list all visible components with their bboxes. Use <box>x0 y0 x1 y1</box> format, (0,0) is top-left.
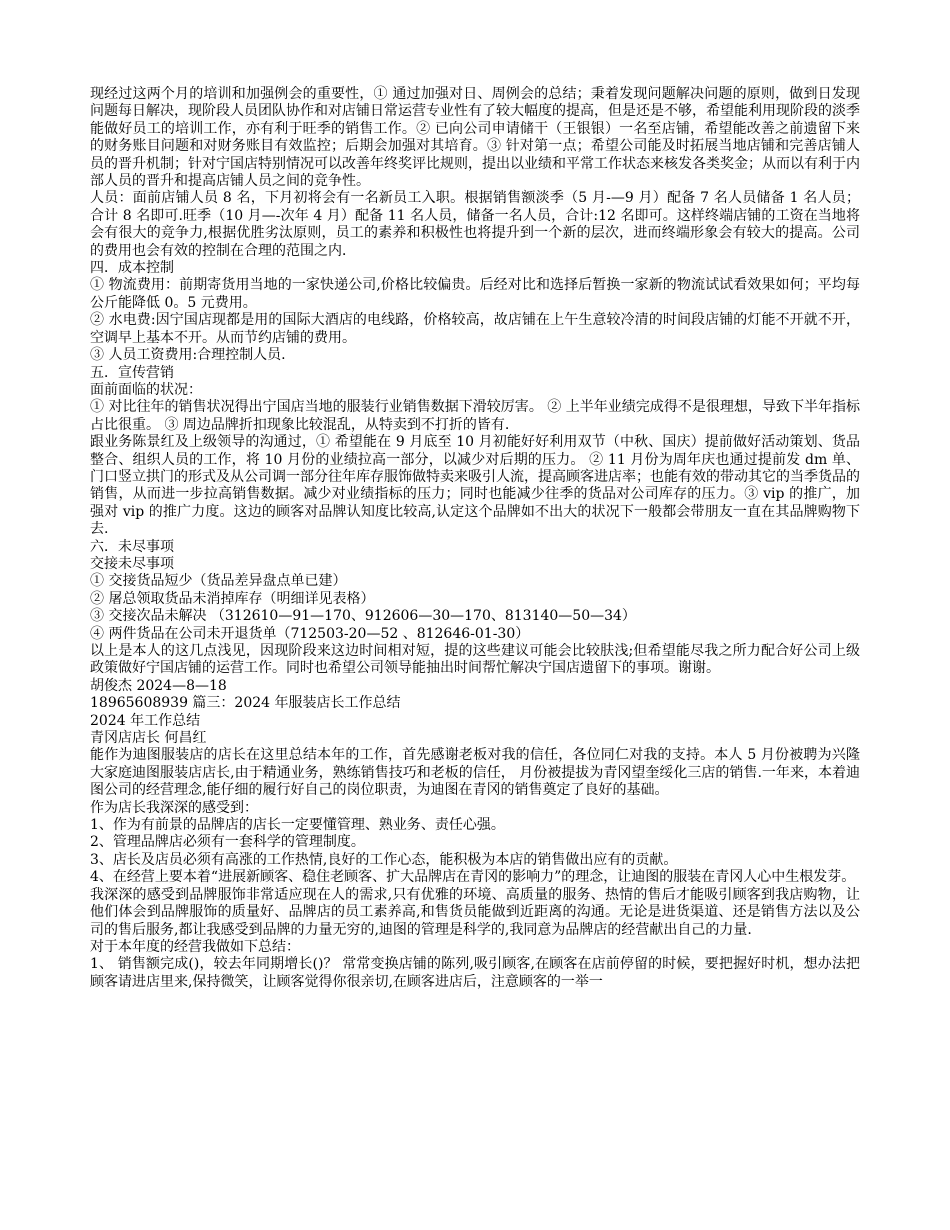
pending-item: ① 交接货品短少（货品差异盘点单已建） <box>90 573 347 590</box>
annual-summary-heading: 对于本年度的经营我做如下总结： <box>90 938 300 955</box>
pending-item: ③ 交接次品未解决 （312610—91—170、912606—30—170、813140—50—34） <box>90 608 636 625</box>
feelings-item: 1、作为有前景的品牌店的店长一定要懂管理、熟业务、责任心强。 <box>90 817 505 834</box>
cost-item-logistics: ① 物流费用：前期寄货用当地的一家快递公司,价格比较偏贵。后经对比和选择后暂换一家新的物流试试看效果如何；平均每公斤能降低 0。5 元费用。 <box>90 277 860 311</box>
feelings-item: 3、店长及店员必须有高涨的工作热情,良好的工作心态，能积极为本店的销售做出应有的贡献。 <box>90 851 678 868</box>
marketing-situation-paragraph: ① 对比往年的销售状况得出宁国店当地的服装行业销售数据下滑较厉害。 ② 上半年业绩完成得不是很理想，导致下半年指标占比很重。 ③ 周边品牌折扣现象比较混乱，从特卖到不打折的皆有. <box>90 399 860 433</box>
staffing-paragraph: 人员：面前店铺人员 8 名，下月初将会有一名新员工入职。根据销售额淡季（5 月-—9 月）配备 7 名人员储备 1 名人员；合计 8 名即可.旺季（10 月—-次年 4 月）配备 11 名人员，储备一名人员，合计:12 名即可。这样终端店铺的工资在当地将会有很大的竞争力,根据优胜劣汰原则，员工的素养和积极性也将提升到一个新的层次，进而终端形象会有较大的提高。公司的费用也会有效的控制在合理的范围之内． <box>90 190 860 259</box>
pending-item: ④ 两件货品在公司未开退货单（712503-20—52 、812646-01-30） <box>90 625 530 642</box>
feelings-item: 4、在经营上要本着“进展新顾客、稳住老顾客、扩大品牌店在青冈的影响力”的理念，让迪图的服装在青冈人心中生根发芽。 <box>90 869 856 886</box>
signature-line: 胡俊杰 2024—8—18 <box>90 677 227 694</box>
article-three-header: 18965608939 篇三：2024 年服装店长工作总结 <box>90 695 401 712</box>
cost-item-utilities: ② 水电费:因宁国店现都是用的国际大酒店的电线路，价格较高，故店铺在上午生意较冷清的时间段店铺的灯能不开就不开，空调早上基本不开。从而节约店铺的费用。 <box>90 312 860 346</box>
feelings-heading: 作为店长我深深的感受到： <box>90 799 258 816</box>
author-line: 青冈店店长 何昌红 <box>90 730 207 747</box>
pending-item: ② 屠总领取货品未消掉库存（明细详见表格） <box>90 590 375 607</box>
section-heading-pending: 六．未尽事项 <box>90 538 174 555</box>
brand-paragraph: 我深深的感受到品牌服饰非常适应现在人的需求,只有优雅的环境、高质量的服务、热情的售后才能吸引顾客到我店购物，让他们体会到品牌服饰的质量好、品牌店的员工素养高,和售货员能做到近距离的沟通。无论是进货渠道、还是销售方法以及公司的售后服务,都让我感受到品牌的力量无穷的,迪图的管理是科学的,我同意为品牌店的经营献出自己的力量. <box>90 886 860 938</box>
summary-title: 2024 年工作总结 <box>90 712 201 729</box>
pending-subheading: 交接未尽事项 <box>90 555 174 572</box>
annual-summary-item: 1、 销售额完成()，较去年同期增长()？ 常常变换店铺的陈列,吸引顾客,在顾客在店前停留的时候，要把握好时机，想办法把顾客请进店里来,保持微笑，让顾客觉得你很亲切,在顾客进店后，注意顾客的一举一 <box>90 956 860 990</box>
section-heading-marketing: 五．宣传营销 <box>90 364 174 381</box>
intro-paragraph: 现经过这两个月的培训和加强例会的重要性，① 通过加强对日、周例会的总结；秉着发现问题解决问题的原则，做到日发现问题每日解决，现阶段人员团队协作和对店铺日常运营专业性有了较大幅度的提高，但是还是不够，希望能利用现阶段的淡季能做好员工的培训工作，亦有利于旺季的销售工作。② 已向公司申请储干（王银银）一名至店铺，希望能改善之前遗留下来的财务账目问题和对财务账目有效监控；后期会加强对其培育。③ 针对第一点；希望公司能及时拓展当地店铺和完善店铺人员的晋升机制；针对宁国店特别情况可以改善年终奖评比规则，提出以业绩和平常工作状态来核发各类奖金；从而以有利于内部人员的晋升和提高店铺人员之间的竞争性。 <box>90 86 860 190</box>
cost-item-wages: ③ 人员工资费用:合理控制人员. <box>90 347 286 364</box>
feelings-item: 2、管理品牌店必须有一套科学的管理制度。 <box>90 834 365 851</box>
section-heading-cost-control: 四．成本控制 <box>90 260 174 277</box>
marketing-plan-paragraph: 跟业务陈景红及上级领导的沟通过，① 希望能在 9 月底至 10 月初能好好利用双节（中秋、国庆）提前做好活动策划、货品整合、组织人员的工作，将 10 月份的业绩拉高一部分，以减少对后期的压力。 ② 11 月份为周年庆也通过提前发 dm 单、门口竖立拱门的形式及从公司调一部分往年库存服饰做特卖来吸引人流，提高顾客进店率；也能有效的带动其它的当季货品的销售，从而进一步拉高销售数据。减少对业绩指标的压力；同时也能减少往季的货品对公司库存的压力。③ vip 的推广，加强对 vip 的推广力度。这边的顾客对品牌认知度比较高,认定这个品牌如不出大的状况下一般都会带朋友一直在其品牌购物下去. <box>90 434 860 538</box>
closing-paragraph: 以上是本人的这几点浅见，因现阶段来这边时间相对短，提的这些建议可能会比较肤浅;但希望能尽我之所力配合好公司上级政策做好宁国店铺的运营工作。同时也希望公司领导能抽出时间帮忙解决宁国店遗留下的事项。谢谢。 <box>90 643 860 677</box>
summary-intro-paragraph: 能作为迪图服装店的店长在这里总结本年的工作，首先感谢老板对我的信任，各位同仁对我的支持。本人 5 月份被聘为兴隆大家庭迪图服装店店长,由于精通业务，熟练销售技巧和老板的信任， 月份被提拔为青冈望奎绥化三店的销售.一年来，本着迪图公司的经营理念,能仔细的履行好自己的岗位职责，为迪图在青冈的销售奠定了良好的基础。 <box>90 747 860 799</box>
marketing-subheading: 面前面临的状况： <box>90 381 202 398</box>
